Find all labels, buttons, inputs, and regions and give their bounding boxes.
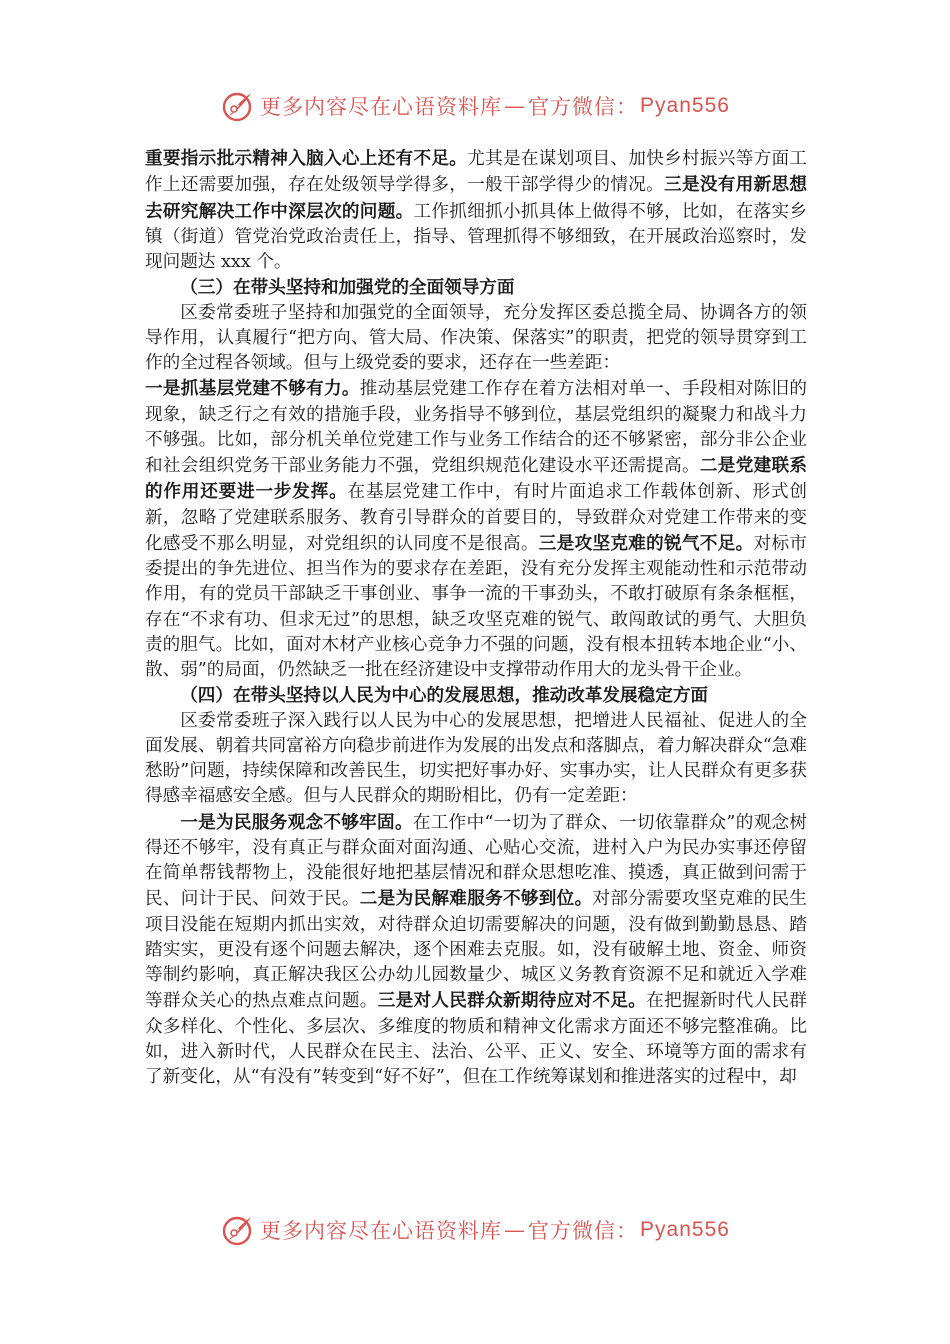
quill-logo-icon [220, 89, 254, 123]
section-heading-4: （四）在带头坚持以人民为中心的发展思想，推动改革发展稳定方面 [180, 685, 709, 707]
footer-watermark [0, 1210, 950, 1250]
paragraph-3: 一是抓基层党建不够有力。推动基层党建工作存在着方法相对单一、手段相对陈旧的现象，缺乏行之有效的措施手段，业务指导不够到位，基层党组织的凝聚力和战斗力不够强。比如，部分机关单位党建工作与业务工作结合的还不够紧密，部分非公企业和社会组织党务干部业务能力不强，党组织规范化建设水平还需提高。二是党建联系的作用还要进一步发挥。在基层党建工作中，有时片面追求工作载体创新、形式创新，忽略了党建联系服务、教育引导群众的首要目的，导致群众对党建工作带来的变化感受不那么明显，对党组织的认同度不是很高。三是攻坚克难的锐气不足。对标市委提出的争先进位、担当作为的要求存在差距，没有充分发挥主观能动性和示范带动作用，有的党员干部缺乏干事创业、事争一流的干事劲头，不敢打破原有条条框框，存在“不求有功、但求无过”的思想，缺乏攻坚克难的锐气、敢闯敢试的勇气、大胆负责的胆气。比如，面对木材产业核心竞争力不强的问题，没有根本扭转本地企业“小、散、弱”的局面，仍然缺乏一批在经济建设中支撑带动作用大的龙头骨干企业。 [145, 378, 807, 680]
paragraph-1: 重要指示批示精神入脑入心上还有不足。尤其是在谋划项目、加快乡村振兴等方面工作上还需要加强，存在处级领导学得多，一般干部学得少的情况。三是没有用新思想去研究解决工作中深层次的问题。工作抓细抓小抓具体上做得不够，比如，在落实乡镇（街道）管党治党政治责任上，指导、管理抓得不够细致，在开展政治巡察时，发现问题达 xxx 个。 [145, 148, 807, 272]
watermark-wechat-id: Pyan556 [640, 94, 730, 117]
paragraph-5: 一是为民服务观念不够牢固。在工作中“一切为了群众、一切依靠群众”的观念树得还不够牢，没有真正与群众面对面沟通、心贴心交流，进村入户为民办实事还停留在简单帮钱帮物上，没能很好地把基层情况和群众思想吃准、摸透，真正做到问需于民、问计于民、问效于民。二是为民解难服务不够到位。对部分需要攻坚克难的民生项目没能在短期内抓出实效，对待群众迫切需要解决的问题，没有做到勤勤恳恳、踏踏实实，更没有逐个问题去解决，逐个困难去克服。如，没有破解土地、资金、师资等制约影响，真正解决我区公办幼儿园数量少、城区义务教育资源不足和就近入学难等群众关心的热点难点问题。三是对人民群众新期待应对不足。在把握新时代人民群众多样化、个性化、多层次、多维度的物质和精神文化需求方面还不够完整准确。比如，进入新时代，人民群众在民主、法治、公平、正义、安全、环境等方面的需求有了新变化，从“有没有”转变到“好不好”，但在工作统筹谋划和推进落实的过程中，却 [145, 811, 807, 1087]
section-heading-3: （三）在带头坚持和加强党的全面领导方面 [180, 277, 515, 299]
watermark-text: 更多内容尽在心语资料库 [260, 95, 503, 119]
watermark-wechat-label: 官方微信： [528, 1219, 639, 1243]
quill-logo-icon [220, 1213, 254, 1247]
bold-lead-1: 重要指示批示精神入脑入心上还有不足。 [145, 148, 468, 169]
watermark-text: 更多内容尽在心语资料库 [260, 1219, 503, 1243]
document-body [145, 146, 807, 1090]
paragraph-2: 区委常委班子坚持和加强党的全面领导，充分发挥区委总揽全局、协调各方的领导作用，认真履行“把方向、管大局、作决策、保落实”的职责，把党的领导贯穿到工作的全过程各领域。但与上级党委的要求，还存在一些差距： [145, 302, 807, 373]
header-watermark [0, 86, 950, 126]
watermark-separator: — [504, 1218, 527, 1242]
watermark-separator: — [504, 94, 527, 118]
bold-lead-2: 三是没有用新思想去研究解决工作中深层次的问题。 [145, 174, 807, 222]
paragraph-4: 区委常委班子深入践行以人民为中心的发展思想，把增进人民福祉、促进人的全面发展、朝着共同富裕方向稳步前进作为发展的出发点和落脚点，着力解决群众“急难愁盼”问题，持续保障和改善民生，切实把好事办好、实事办实，让人民群众有更多获得感幸福感安全感。但与人民群众的期盼相比，仍有一定差距： [145, 710, 807, 807]
watermark-wechat-id: Pyan556 [640, 1218, 730, 1241]
watermark-wechat-label: 官方微信： [528, 95, 639, 119]
